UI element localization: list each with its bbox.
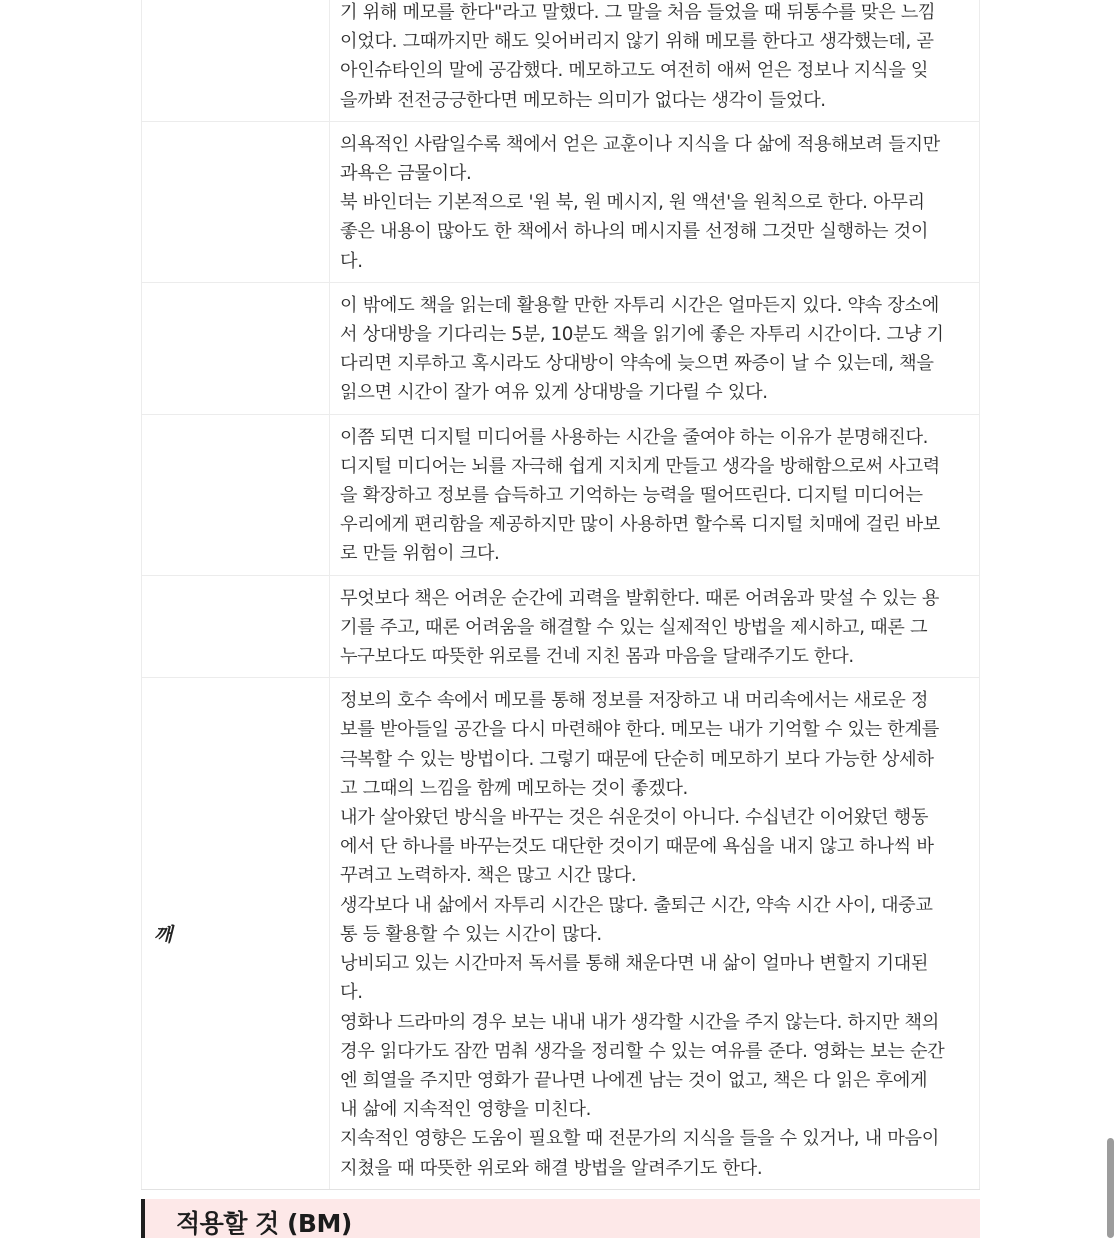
text-line: 과욕은 금물이다. <box>340 163 472 185</box>
text-line: 다. <box>340 250 363 272</box>
text-line: 엔 희열을 주지만 영화가 끝나면 나에겐 남는 것이 없고, 책은 다 읽은 후에게 <box>340 1069 928 1091</box>
section-heading: 적용할 것 (BM) <box>176 1209 352 1238</box>
table-row <box>141 576 980 679</box>
row-key-cell <box>141 283 330 414</box>
table-row <box>141 678 980 1189</box>
text-line: 을까봐 전전긍긍한다면 메모하는 의미가 없다는 생각이 들었다. <box>340 89 826 111</box>
text-line: 지속적인 영향은 도움이 필요할 때 전문가의 지식을 들을 수 있거나, 내 마음이 <box>340 1128 939 1150</box>
notes-table <box>141 0 980 1190</box>
text-line: 보를 받아들일 공간을 다시 마련해야 한다. 메모는 내가 기억할 수 있는 한계를 <box>340 719 939 741</box>
text-line: 이 밖에도 책을 읽는데 활용할 만한 자투리 시간은 얼마든지 있다. 약속 장소에 <box>340 294 939 316</box>
row-text-cell <box>330 678 980 1188</box>
text-line: 이었다. 그때까지만 해도 잊어버리지 않기 위해 메모를 한다고 생각했는데, 곧 <box>340 31 934 53</box>
text-line: 영화나 드라마의 경우 보는 내내 내가 생각할 시간을 주지 않는다. 하지만 책의 <box>340 1011 939 1033</box>
text-line: 로 만들 위험이 크다. <box>340 543 500 565</box>
text-line: 꾸려고 노력하자. 책은 많고 시간 많다. <box>340 865 637 887</box>
vertical-scrollbar[interactable] <box>1107 1138 1114 1238</box>
table-row <box>141 122 980 283</box>
section-heading-block <box>141 1199 980 1238</box>
table-row <box>141 283 980 415</box>
row-key-cell <box>141 0 330 121</box>
table-row <box>141 415 980 576</box>
text-line: 다리면 지루하고 혹시라도 상대방이 약속에 늦으면 짜증이 날 수 있는데, 책을 <box>340 353 934 375</box>
text-line: 좋은 내용이 많아도 한 책에서 하나의 메시지를 선정해 그것만 실행하는 것이 <box>340 221 929 243</box>
row-text-cell <box>330 576 980 678</box>
row-text-cell <box>330 283 980 414</box>
text-line: 을 확장하고 정보를 습득하고 기억하는 능력을 떨어뜨린다. 디지털 미디어는 <box>340 485 923 507</box>
text-line: 이쯤 되면 디지털 미디어를 사용하는 시간을 줄여야 하는 이유가 분명해진다. <box>340 426 929 448</box>
row-key-cell <box>141 576 330 678</box>
text-line: 우리에게 편리함을 제공하지만 많이 사용하면 할수록 디지털 치매에 걸린 바보 <box>340 514 940 536</box>
text-line: 북 바인더는 기본적으로 '원 북, 원 메시지, 원 액션'을 원칙으로 한다. 아무리 <box>340 192 925 214</box>
text-line: 정보의 호수 속에서 메모를 통해 정보를 저장하고 내 머리속에서는 새로운 정 <box>340 690 929 712</box>
text-line: 경우 읽다가도 잠깐 멈춰 생각을 정리할 수 있는 여유를 준다. 영화는 보는 순간 <box>340 1040 945 1062</box>
text-line: 내 삶에 지속적인 영향을 미친다. <box>340 1099 592 1121</box>
text-line: 서 상대방을 기다리는 5분, 10분도 책을 읽기에 좋은 자투리 시간이다. 그냥 기 <box>340 324 944 346</box>
row-text-cell <box>330 415 980 575</box>
table-row <box>141 0 980 122</box>
row-key-cell <box>141 415 330 575</box>
text-line: 기를 주고, 때론 어려움을 해결할 수 있는 실제적인 방법을 제시하고, 때론 그 <box>340 616 928 638</box>
text-line: 기 위해 메모를 한다"라고 말했다. 그 말을 처음 들었을 때 뒤통수를 맞은 느낌 <box>340 2 936 23</box>
text-line: 아인슈타인의 말에 공감했다. 메모하고도 여전히 애써 얻은 정보나 지식을 잊 <box>340 60 929 82</box>
text-line: 극복할 수 있는 방법이다. 그렇기 때문에 단순히 메모하기 보다 가능한 상세하 <box>340 748 934 770</box>
row-text-cell <box>330 122 980 282</box>
text-line: 무엇보다 책은 어려운 순간에 괴력을 발휘한다. 때론 어려움과 맞설 수 있는 용 <box>340 587 939 609</box>
text-line: 지쳤을 때 따뜻한 위로와 해결 방법을 알려주기도 한다. <box>340 1157 763 1179</box>
text-line: 다. <box>340 982 363 1004</box>
text-line: 읽으면 시간이 잘가 여유 있게 상대방을 기다릴 수 있다. <box>340 382 768 404</box>
text-line: 디지털 미디어는 뇌를 자극해 쉽게 지치게 만들고 생각을 방해함으로써 사고력 <box>340 455 940 477</box>
row-key-cell: 깨 <box>141 678 330 1188</box>
text-line: 고 그때의 느낌을 함께 메모하는 것이 좋겠다. <box>340 777 688 799</box>
text-line: 누구보다도 따뜻한 위로를 건네 지친 몸과 마음을 달래주기도 한다. <box>340 646 854 668</box>
text-line: 통 등 활용할 수 있는 시간이 많다. <box>340 923 602 945</box>
text-line: 낭비되고 있는 시간마저 독서를 통해 채운다면 내 삶이 얼마나 변할지 기대된 <box>340 953 929 975</box>
row-text-cell <box>330 0 980 121</box>
text-line: 내가 살아왔던 방식을 바꾸는 것은 쉬운것이 아니다. 수십년간 이어왔던 행동 <box>340 807 929 829</box>
text-line: 에서 단 하나를 바꾸는것도 대단한 것이기 때문에 욕심을 내지 않고 하나씩 바 <box>340 836 934 858</box>
text-line: 의욕적인 사람일수록 책에서 얻은 교훈이나 지식을 다 삶에 적용해보려 들지만 <box>340 133 940 155</box>
row-key-cell <box>141 122 330 282</box>
text-line: 생각보다 내 삶에서 자투리 시간은 많다. 출퇴근 시간, 약속 시간 사이, 대중교 <box>340 894 933 916</box>
